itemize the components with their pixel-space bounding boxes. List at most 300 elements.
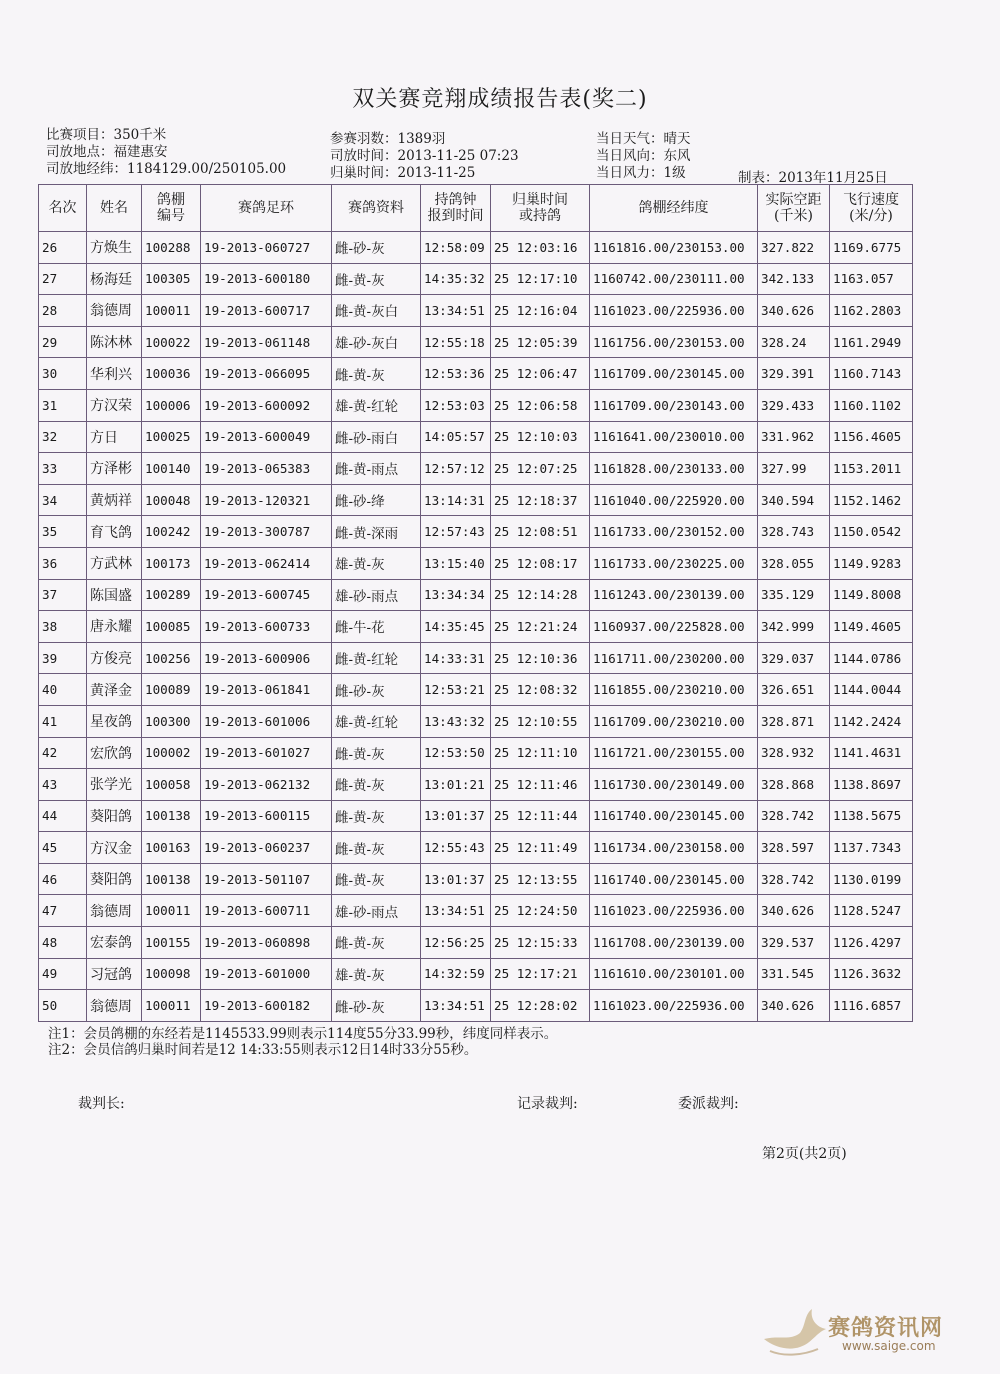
cell-ring: 19-2013-060237 [201,832,332,864]
cell-coords: 1161733.00/230225.00 [590,547,758,579]
cell-speed: 1126.3632 [830,958,913,990]
cell-ring: 19-2013-600180 [201,263,332,295]
cell-ring: 19-2013-600717 [201,295,332,327]
release-time: 司放时间：2013-11-25 07:23 [330,148,519,164]
cell-name: 黄炳祥 [87,484,142,516]
cell-ring: 19-2013-065383 [201,453,332,485]
cell-loft-no: 100155 [142,927,201,959]
table-row [39,358,913,390]
cell-clock-time: 14:35:45 [421,611,491,643]
header-loft-no: 鸽棚 编号 [142,185,201,232]
cell-loft-no: 100011 [142,895,201,927]
cell-coords: 1161023.00/225936.00 [590,895,758,927]
cell-loft-no: 100022 [142,326,201,358]
cell-speed: 1116.6857 [830,990,913,1022]
meta-middle [330,131,519,182]
cell-ring: 19-2013-600049 [201,421,332,453]
cell-loft-no: 100011 [142,990,201,1022]
cell-return-time: 25 12:06:47 [491,358,590,390]
cell-ring: 19-2013-060727 [201,232,332,264]
cell-distance: 340.626 [758,295,830,327]
cell-return-time: 25 12:08:32 [491,674,590,706]
cell-loft-no: 100173 [142,547,201,579]
page-number: 第2页(共2页) [762,1146,847,1162]
cell-return-time: 25 12:08:17 [491,547,590,579]
cell-return-time: 25 12:15:33 [491,927,590,959]
cell-speed: 1126.4297 [830,927,913,959]
cell-loft-no: 100138 [142,863,201,895]
cell-info: 雌-黄-灰 [332,800,421,832]
watermark-text: 赛鸽资讯网 [828,1316,944,1341]
cell-speed: 1149.4605 [830,611,913,643]
cell-rank: 39 [39,642,87,674]
cell-rank: 26 [39,232,87,264]
cell-speed: 1160.1102 [830,389,913,421]
cell-name: 杨海廷 [87,263,142,295]
cell-clock-time: 14:35:32 [421,263,491,295]
cell-return-time: 25 12:17:10 [491,263,590,295]
table-row [39,547,913,579]
cell-loft-no: 100025 [142,421,201,453]
cell-info: 雄-黄-灰 [332,958,421,990]
cell-coords: 1161040.00/225920.00 [590,484,758,516]
cell-coords: 1161730.00/230149.00 [590,769,758,801]
cell-speed: 1169.6775 [830,232,913,264]
watermark [760,1305,960,1361]
cell-loft-no: 100140 [142,453,201,485]
cell-return-time: 25 12:21:24 [491,611,590,643]
cell-loft-no: 100300 [142,705,201,737]
cell-distance: 328.742 [758,863,830,895]
cell-clock-time: 13:34:51 [421,295,491,327]
table-row [39,232,913,264]
cell-loft-no: 100163 [142,832,201,864]
cell-distance: 329.537 [758,927,830,959]
cell-info: 雌-黄-灰 [332,263,421,295]
cell-info: 雌-黄-灰白 [332,295,421,327]
cell-speed: 1150.0542 [830,516,913,548]
cell-speed: 1149.8008 [830,579,913,611]
cell-distance: 331.962 [758,421,830,453]
table-row [39,769,913,801]
cell-info: 雌-黄-红轮 [332,642,421,674]
cell-coords: 1161023.00/225936.00 [590,990,758,1022]
table-row [39,421,913,453]
cell-distance: 335.129 [758,579,830,611]
cell-distance: 329.037 [758,642,830,674]
cell-rank: 43 [39,769,87,801]
cell-coords: 1161610.00/230101.00 [590,958,758,990]
cell-speed: 1138.8697 [830,769,913,801]
cell-distance: 328.932 [758,737,830,769]
chief-referee-label: 裁判长: [78,1096,125,1112]
cell-coords: 1161740.00/230145.00 [590,863,758,895]
cell-speed: 1160.7143 [830,358,913,390]
cell-distance: 340.594 [758,484,830,516]
cell-return-time: 25 12:17:21 [491,958,590,990]
cell-loft-no: 100289 [142,579,201,611]
cell-loft-no: 100006 [142,389,201,421]
cell-distance: 328.055 [758,547,830,579]
cell-info: 雌-牛-花 [332,611,421,643]
results-body [39,232,913,1022]
cell-coords: 1161756.00/230153.00 [590,326,758,358]
table-row [39,863,913,895]
cell-speed: 1149.9283 [830,547,913,579]
cell-coords: 1161023.00/225936.00 [590,295,758,327]
cell-coords: 1161708.00/230139.00 [590,927,758,959]
cell-coords: 1161721.00/230155.00 [590,737,758,769]
cell-return-time: 25 12:24:50 [491,895,590,927]
cell-loft-no: 100242 [142,516,201,548]
header-distance: 实际空距 (千米) [758,185,830,232]
cell-clock-time: 12:58:09 [421,232,491,264]
cell-rank: 42 [39,737,87,769]
cell-ring: 19-2013-600092 [201,389,332,421]
table-row [39,832,913,864]
cell-loft-no: 100098 [142,958,201,990]
cell-name: 育飞鸽 [87,516,142,548]
cell-ring: 19-2013-062132 [201,769,332,801]
cell-loft-no: 100256 [142,642,201,674]
cell-distance: 331.545 [758,958,830,990]
cell-coords: 1161816.00/230153.00 [590,232,758,264]
cell-ring: 19-2013-601027 [201,737,332,769]
cell-ring: 19-2013-061841 [201,674,332,706]
cell-info: 雌-黄-深雨 [332,516,421,548]
entries-count: 参赛羽数：1389羽 [330,131,446,147]
cell-ring: 19-2013-601006 [201,705,332,737]
cell-distance: 327.822 [758,232,830,264]
cell-name: 张学光 [87,769,142,801]
cell-info: 雄-黄-灰 [332,547,421,579]
table-row [39,642,913,674]
cell-return-time: 25 12:07:25 [491,453,590,485]
cell-speed: 1141.4631 [830,737,913,769]
cell-rank: 34 [39,484,87,516]
cell-name: 方泽彬 [87,453,142,485]
cell-info: 雌-砂-灰 [332,990,421,1022]
cell-loft-no: 100002 [142,737,201,769]
cell-name: 唐永耀 [87,611,142,643]
header-return-time: 归巢时间 或持鸽 [491,185,590,232]
return-time: 归巢时间：2013-11-25 [330,165,476,181]
table-row [39,990,913,1022]
wind-force: 当日风力：1级 [596,165,686,181]
cell-return-time: 25 12:10:03 [491,421,590,453]
cell-name: 星夜鸽 [87,705,142,737]
cell-distance: 328.871 [758,705,830,737]
cell-name: 宏泰鸽 [87,927,142,959]
table-row [39,705,913,737]
cell-distance: 342.133 [758,263,830,295]
cell-return-time: 25 12:14:28 [491,579,590,611]
cell-rank: 37 [39,579,87,611]
note-2: 注2：会员信鸽归巢时间若是12 14:33:55则表示12日14时33分55秒。 [48,1042,478,1058]
header-speed: 飞行速度 (米/分) [830,185,913,232]
cell-speed: 1142.2424 [830,705,913,737]
cell-ring: 19-2013-600745 [201,579,332,611]
header-ring: 赛鸽足环 [201,185,332,232]
cell-rank: 50 [39,990,87,1022]
cell-ring: 19-2013-600906 [201,642,332,674]
cell-clock-time: 12:53:36 [421,358,491,390]
table-row [39,263,913,295]
release-place: 司放地点：福建惠安 [46,144,168,160]
cell-return-time: 25 12:10:36 [491,642,590,674]
table-row [39,737,913,769]
cell-rank: 31 [39,389,87,421]
race-project: 比赛项目：350千米 [46,127,167,143]
cell-clock-time: 12:53:03 [421,389,491,421]
cell-rank: 36 [39,547,87,579]
cell-distance: 342.999 [758,611,830,643]
cell-clock-time: 12:57:43 [421,516,491,548]
cell-name: 陈国盛 [87,579,142,611]
table-row [39,579,913,611]
cell-return-time: 25 12:03:16 [491,232,590,264]
table-row [39,927,913,959]
cell-clock-time: 13:34:51 [421,895,491,927]
header-rank: 名次 [39,185,87,232]
cell-speed: 1162.2803 [830,295,913,327]
header-coords: 鸽棚经纬度 [590,185,758,232]
cell-ring: 19-2013-600182 [201,990,332,1022]
cell-info: 雌-黄-灰 [332,737,421,769]
cell-loft-no: 100048 [142,484,201,516]
cell-speed: 1144.0044 [830,674,913,706]
cell-distance: 328.24 [758,326,830,358]
table-row [39,958,913,990]
cell-loft-no: 100089 [142,674,201,706]
cell-rank: 30 [39,358,87,390]
cell-speed: 1152.1462 [830,484,913,516]
table-row [39,800,913,832]
cell-info: 雄-砂-雨点 [332,579,421,611]
cell-info: 雌-黄-灰 [332,832,421,864]
cell-coords: 1161740.00/230145.00 [590,800,758,832]
cell-distance: 327.99 [758,453,830,485]
cell-loft-no: 100288 [142,232,201,264]
cell-ring: 19-2013-501107 [201,863,332,895]
cell-rank: 49 [39,958,87,990]
release-coords: 司放地经纬：1184129.00/250105.00 [46,161,287,177]
cell-coords: 1161855.00/230210.00 [590,674,758,706]
cell-name: 黄泽金 [87,674,142,706]
cell-clock-time: 14:33:31 [421,642,491,674]
cell-name: 翁德周 [87,990,142,1022]
cell-ring: 19-2013-300787 [201,516,332,548]
cell-ring: 19-2013-060898 [201,927,332,959]
cell-speed: 1138.5675 [830,800,913,832]
cell-loft-no: 100036 [142,358,201,390]
cell-rank: 45 [39,832,87,864]
table-row [39,674,913,706]
cell-coords: 1161828.00/230133.00 [590,453,758,485]
cell-speed: 1161.2949 [830,326,913,358]
cell-speed: 1163.057 [830,263,913,295]
cell-ring: 19-2013-600711 [201,895,332,927]
cell-return-time: 25 12:11:49 [491,832,590,864]
table-row [39,516,913,548]
cell-name: 方武林 [87,547,142,579]
cell-rank: 46 [39,863,87,895]
cell-clock-time: 13:01:21 [421,769,491,801]
cell-return-time: 25 12:06:58 [491,389,590,421]
cell-speed: 1153.2011 [830,453,913,485]
cell-name: 方日 [87,421,142,453]
cell-name: 翁德周 [87,295,142,327]
cell-clock-time: 14:05:57 [421,421,491,453]
cell-distance: 328.742 [758,800,830,832]
note-1: 注1：会员鸽棚的东经若是1145533.99则表示114度55分33.99秒，纬度同样表示。 [48,1026,558,1042]
cell-info: 雌-砂-雨白 [332,421,421,453]
cell-return-time: 25 12:08:51 [491,516,590,548]
cell-rank: 29 [39,326,87,358]
cell-ring: 19-2013-061148 [201,326,332,358]
recording-referee-label: 记录裁判: [517,1096,578,1112]
cell-clock-time: 14:32:59 [421,958,491,990]
cell-return-time: 25 12:13:55 [491,863,590,895]
page-title: 双关赛竞翔成绩报告表(奖二) [352,87,648,112]
cell-ring: 19-2013-066095 [201,358,332,390]
cell-distance: 329.433 [758,389,830,421]
cell-coords: 1160937.00/225828.00 [590,611,758,643]
cell-info: 雄-黄-红轮 [332,389,421,421]
cell-return-time: 25 12:16:04 [491,295,590,327]
cell-distance: 328.743 [758,516,830,548]
cell-speed: 1144.0786 [830,642,913,674]
meta-right [596,131,691,182]
cell-info: 雌-黄-灰 [332,769,421,801]
cell-name: 葵阳鸽 [87,800,142,832]
table-row [39,326,913,358]
table-row [39,895,913,927]
cell-ring: 19-2013-120321 [201,484,332,516]
cell-ring: 19-2013-600733 [201,611,332,643]
cell-info: 雌-砂-灰 [332,674,421,706]
cell-name: 陈沐林 [87,326,142,358]
cell-info: 雌-黄-灰 [332,358,421,390]
cell-distance: 328.597 [758,832,830,864]
wind-direction: 当日风向：东风 [596,148,691,164]
appointed-referee-label: 委派裁判: [678,1096,739,1112]
cell-info: 雄-黄-红轮 [332,705,421,737]
cell-name: 方汉荣 [87,389,142,421]
cell-name: 华利兴 [87,358,142,390]
meta-left [46,127,286,178]
cell-loft-no: 100085 [142,611,201,643]
cell-ring: 19-2013-062414 [201,547,332,579]
cell-clock-time: 13:14:31 [421,484,491,516]
cell-info: 雌-黄-灰 [332,863,421,895]
cell-rank: 47 [39,895,87,927]
cell-name: 翁德周 [87,895,142,927]
results-table [38,184,913,1022]
cell-coords: 1161709.00/230143.00 [590,389,758,421]
cell-distance: 340.626 [758,990,830,1022]
cell-return-time: 25 12:28:02 [491,990,590,1022]
table-row [39,611,913,643]
cell-coords: 1160742.00/230111.00 [590,263,758,295]
cell-distance: 328.868 [758,769,830,801]
cell-clock-time: 12:57:12 [421,453,491,485]
cell-rank: 35 [39,516,87,548]
cell-info: 雌-砂-灰 [332,232,421,264]
cell-clock-time: 12:56:25 [421,927,491,959]
cell-coords: 1161709.00/230145.00 [590,358,758,390]
cell-speed: 1137.7343 [830,832,913,864]
cell-info: 雌-黄-雨点 [332,453,421,485]
table-row [39,453,913,485]
cell-rank: 32 [39,421,87,453]
cell-name: 葵阳鸽 [87,863,142,895]
cell-loft-no: 100011 [142,295,201,327]
cell-ring: 19-2013-601000 [201,958,332,990]
cell-return-time: 25 12:18:37 [491,484,590,516]
cell-return-time: 25 12:11:46 [491,769,590,801]
cell-coords: 1161711.00/230200.00 [590,642,758,674]
cell-coords: 1161243.00/230139.00 [590,579,758,611]
cell-rank: 28 [39,295,87,327]
cell-rank: 27 [39,263,87,295]
cell-coords: 1161641.00/230010.00 [590,421,758,453]
header-info: 赛鸽资料 [332,185,421,232]
cell-rank: 38 [39,611,87,643]
cell-rank: 33 [39,453,87,485]
header-name: 姓名 [87,185,142,232]
cell-speed: 1156.4605 [830,421,913,453]
cell-return-time: 25 12:11:10 [491,737,590,769]
cell-coords: 1161734.00/230158.00 [590,832,758,864]
notes [48,1026,557,1058]
cell-ring: 19-2013-600115 [201,800,332,832]
cell-clock-time: 12:55:43 [421,832,491,864]
cell-loft-no: 100058 [142,769,201,801]
cell-name: 方焕生 [87,232,142,264]
cell-name: 宏欣鸽 [87,737,142,769]
cell-clock-time: 13:34:34 [421,579,491,611]
cell-return-time: 25 12:11:44 [491,800,590,832]
cell-clock-time: 13:01:37 [421,800,491,832]
cell-info: 雄-砂-雨点 [332,895,421,927]
cell-clock-time: 12:53:21 [421,674,491,706]
cell-info: 雌-黄-灰 [332,927,421,959]
cell-name: 方俊亮 [87,642,142,674]
header-clock-time: 持鸽钟 报到时间 [421,185,491,232]
cell-clock-time: 12:53:50 [421,737,491,769]
table-row [39,484,913,516]
cell-rank: 41 [39,705,87,737]
cell-distance: 326.651 [758,674,830,706]
table-row [39,295,913,327]
watermark-url: www.saige.com [842,1339,936,1353]
cell-name: 习冠鸽 [87,958,142,990]
cell-loft-no: 100138 [142,800,201,832]
cell-clock-time: 13:43:32 [421,705,491,737]
cell-rank: 44 [39,800,87,832]
cell-clock-time: 13:01:37 [421,863,491,895]
cell-distance: 340.626 [758,895,830,927]
cell-speed: 1128.5247 [830,895,913,927]
cell-info: 雌-砂-绛 [332,484,421,516]
cell-name: 方汉金 [87,832,142,864]
weather: 当日天气：晴天 [596,131,691,147]
cell-clock-time: 12:55:18 [421,326,491,358]
cell-loft-no: 100305 [142,263,201,295]
cell-rank: 48 [39,927,87,959]
cell-coords: 1161733.00/230152.00 [590,516,758,548]
